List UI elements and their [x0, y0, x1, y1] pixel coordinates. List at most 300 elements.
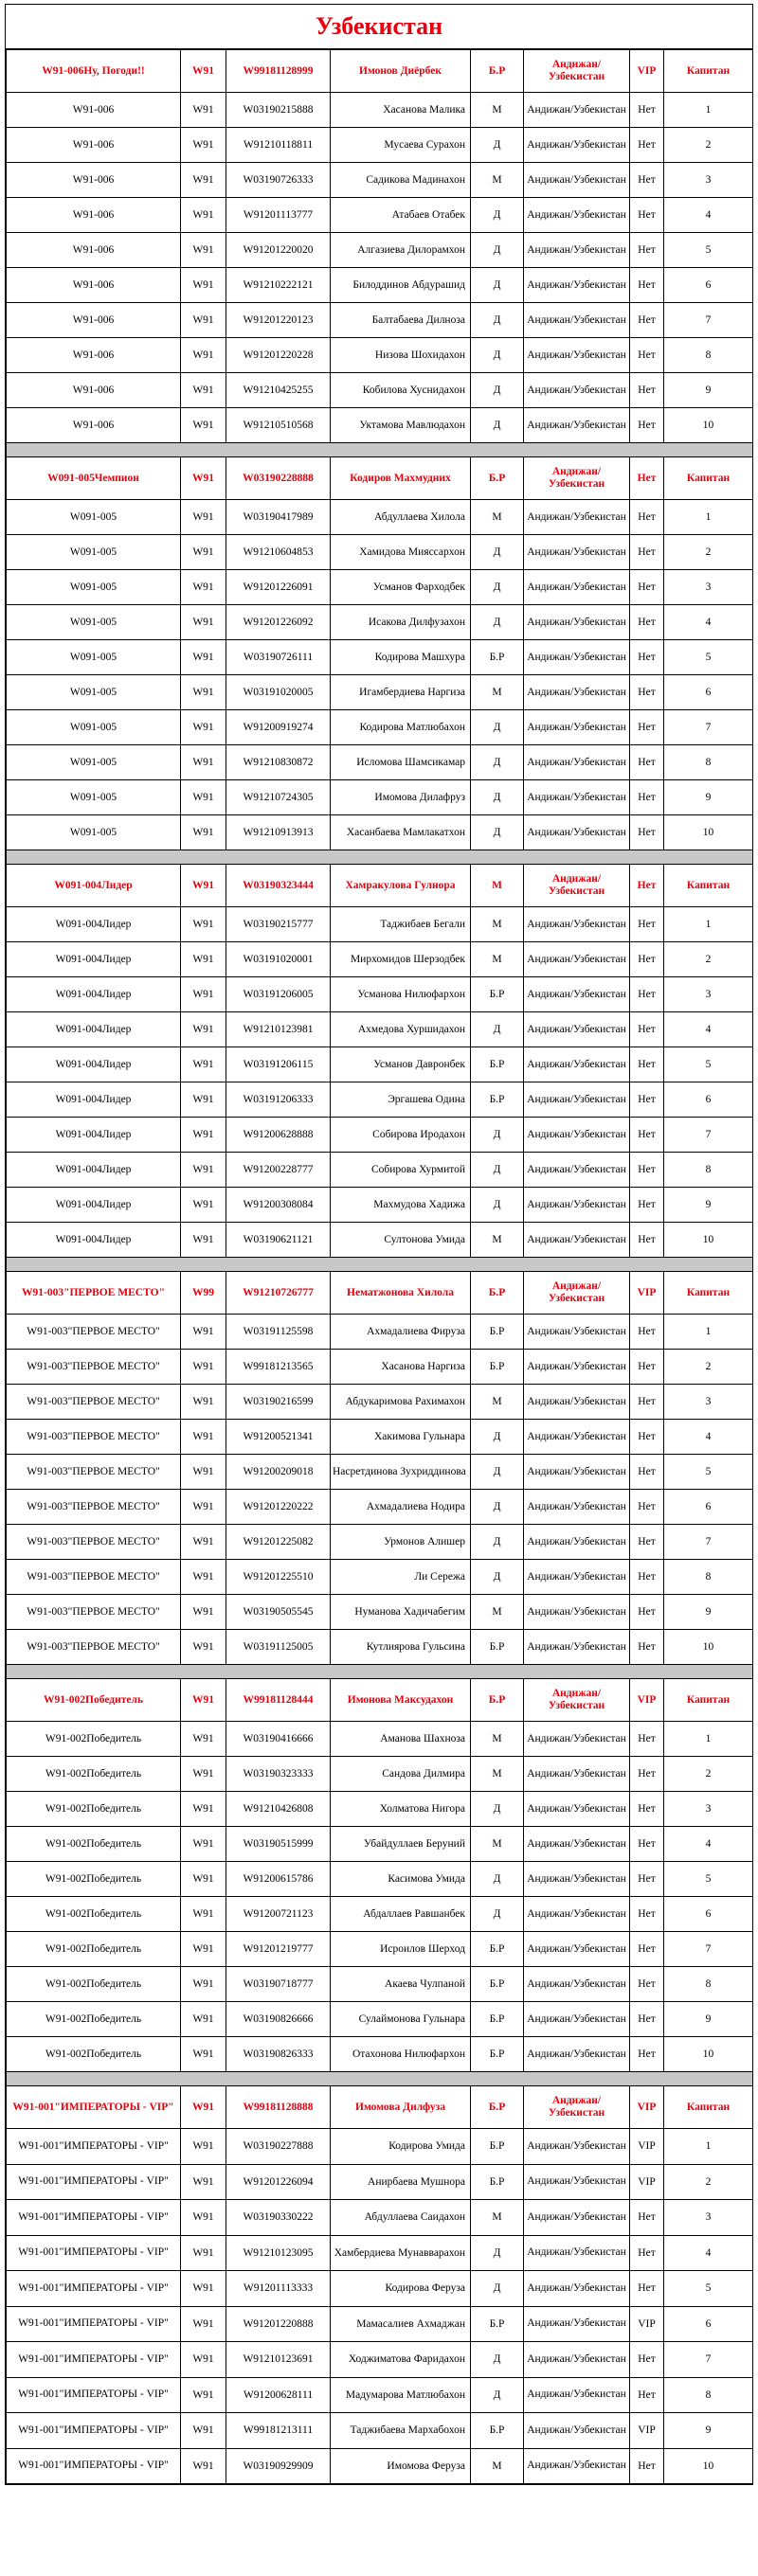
category-cell: Д — [471, 815, 524, 850]
header-code-cell: W91 — [181, 50, 226, 93]
member-name-cell: Уктамова Мавлюдахон — [331, 408, 471, 443]
table-row — [7, 163, 753, 198]
vip-cell: Нет — [630, 1455, 664, 1490]
team-cell: W91-003"ПЕРВОЕ МЕСТО" — [7, 1630, 181, 1665]
member-name-cell: Нуманова Хадичабегим — [331, 1595, 471, 1630]
member-id-cell: W03190826333 — [226, 2037, 331, 2072]
table-row — [7, 338, 753, 373]
header-category-cell: Б.Р — [471, 457, 524, 500]
member-id-cell: W03190621121 — [226, 1223, 331, 1258]
member-id-cell: W03191125598 — [226, 1315, 331, 1350]
category-cell: Б.Р — [471, 977, 524, 1012]
category-cell: Б.Р — [471, 1932, 524, 1967]
number-cell: 6 — [664, 1897, 753, 1932]
city-cell: Андижан/Узбекистан — [524, 1757, 630, 1792]
code-cell: W91 — [181, 1932, 226, 1967]
team-cell: W091-005 — [7, 535, 181, 570]
team-cell: W091-004Лидер — [7, 1082, 181, 1118]
vip-cell: Нет — [630, 942, 664, 977]
member-id-cell: W99181213565 — [226, 1350, 331, 1385]
header-code-cell: W91 — [181, 2086, 226, 2129]
code-cell: W91 — [181, 2164, 226, 2200]
vip-cell: Нет — [630, 2448, 664, 2484]
member-name-cell: Отахонова Нилюфархон — [331, 2037, 471, 2072]
header-team-cell: W91-001"ИМПЕРАТОРЫ - VIP" — [7, 2086, 181, 2129]
member-id-cell: W91201220222 — [226, 1490, 331, 1525]
member-name-cell: Игамбердиева Наргиза — [331, 675, 471, 710]
vip-cell: Нет — [630, 907, 664, 942]
number-cell: 4 — [664, 1420, 753, 1455]
member-name-cell: Балтабаева Дилноза — [331, 303, 471, 338]
member-name-cell: Мирхомидов Шерзодбек — [331, 942, 471, 977]
team-cell: W091-004Лидер — [7, 907, 181, 942]
city-cell: Андижан/Узбекистан — [524, 1420, 630, 1455]
header-team-cell: W91-002Победитель — [7, 1679, 181, 1722]
city-cell: Андижан/Узбекистан — [524, 1350, 630, 1385]
member-id-cell: W03190227888 — [226, 2129, 331, 2165]
member-id-cell: W91210830872 — [226, 745, 331, 780]
header-vip-cell: VIP — [630, 2086, 664, 2129]
number-cell: 7 — [664, 1525, 753, 1560]
code-cell: W91 — [181, 605, 226, 640]
team-cell: W91-001"ИМПЕРАТОРЫ - VIP" — [7, 2377, 181, 2413]
team-cell: W91-001"ИМПЕРАТОРЫ - VIP" — [7, 2271, 181, 2307]
team-cell: W91-006 — [7, 303, 181, 338]
member-id-cell: W91201226091 — [226, 570, 331, 605]
member-name-cell: Абдуллаева Саидахон — [331, 2200, 471, 2236]
code-cell: W91 — [181, 373, 226, 408]
header-member-name-cell: Нематжонова Хилола — [331, 1272, 471, 1315]
city-cell: Андижан/Узбекистан — [524, 570, 630, 605]
number-cell: 8 — [664, 2377, 753, 2413]
member-id-cell: W91210604853 — [226, 535, 331, 570]
header-vip-cell: VIP — [630, 50, 664, 93]
category-cell: Д — [471, 1153, 524, 1188]
code-cell: W91 — [181, 1490, 226, 1525]
city-cell: Андижан/Узбекистан — [524, 2448, 630, 2484]
category-cell: М — [471, 2200, 524, 2236]
vip-cell: VIP — [630, 2164, 664, 2200]
number-cell: 3 — [664, 1792, 753, 1827]
member-name-cell: Насретдинова Зухриддинова — [331, 1455, 471, 1490]
number-cell: 4 — [664, 1827, 753, 1862]
number-cell: 7 — [664, 2342, 753, 2378]
city-cell: Андижан/Узбекистан — [524, 408, 630, 443]
category-cell: М — [471, 1595, 524, 1630]
category-cell: Б.Р — [471, 1350, 524, 1385]
team-cell: W91-003"ПЕРВОЕ МЕСТО" — [7, 1455, 181, 1490]
table-row — [7, 1082, 753, 1118]
number-cell: 6 — [664, 1082, 753, 1118]
team-cell: W91-006 — [7, 408, 181, 443]
member-name-cell: Кодирова Феруза — [331, 2271, 471, 2307]
city-cell: Андижан/Узбекистан — [524, 268, 630, 303]
team-cell: W91-002Победитель — [7, 1722, 181, 1757]
roster-table — [6, 49, 753, 2484]
member-name-cell: Урмонов Алишер — [331, 1525, 471, 1560]
city-cell: Андижан/Узбекистан — [524, 93, 630, 128]
number-cell: 9 — [664, 1188, 753, 1223]
member-id-cell: W03190726333 — [226, 163, 331, 198]
member-name-cell: Кутлиярова Гульсина — [331, 1630, 471, 1665]
code-cell: W91 — [181, 163, 226, 198]
code-cell: W91 — [181, 500, 226, 535]
code-cell: W91 — [181, 675, 226, 710]
team-cell: W91-001"ИМПЕРАТОРЫ - VIP" — [7, 2129, 181, 2165]
table-row — [7, 1012, 753, 1047]
code-cell: W91 — [181, 1897, 226, 1932]
member-name-cell: Атабаев Отабек — [331, 198, 471, 233]
code-cell: W91 — [181, 640, 226, 675]
vip-cell: Нет — [630, 1897, 664, 1932]
code-cell: W91 — [181, 198, 226, 233]
city-cell: Андижан/Узбекистан — [524, 1862, 630, 1897]
number-cell: 8 — [664, 1560, 753, 1595]
table-row — [7, 1525, 753, 1560]
city-cell: Андижан/Узбекистан — [524, 1490, 630, 1525]
category-cell: Д — [471, 570, 524, 605]
code-cell: W91 — [181, 303, 226, 338]
table-row — [7, 2413, 753, 2449]
category-cell: Д — [471, 233, 524, 268]
member-name-cell: Исроилов Шерход — [331, 1932, 471, 1967]
code-cell: W91 — [181, 1385, 226, 1420]
table-row — [7, 780, 753, 815]
member-id-cell: W03191020005 — [226, 675, 331, 710]
code-cell: W91 — [181, 1315, 226, 1350]
member-id-cell: W03191206333 — [226, 1082, 331, 1118]
roster-sheet — [5, 4, 753, 2485]
header-city-cell: Андижан/Узбекистан — [524, 50, 630, 93]
category-cell: Д — [471, 408, 524, 443]
vip-cell: Нет — [630, 163, 664, 198]
member-name-cell: Хамбердиева Мунавварахон — [331, 2235, 471, 2271]
table-row — [7, 1118, 753, 1153]
header-code-cell: W91 — [181, 1679, 226, 1722]
member-name-cell: Усманов Фарходбек — [331, 570, 471, 605]
table-row — [7, 198, 753, 233]
category-cell: Д — [471, 745, 524, 780]
team-cell: W91-006 — [7, 268, 181, 303]
header-vip-cell: VIP — [630, 1272, 664, 1315]
table-row — [7, 2271, 753, 2307]
team-cell: W91-002Победитель — [7, 1757, 181, 1792]
member-name-cell: Усманов Давронбек — [331, 1047, 471, 1082]
table-row — [7, 1047, 753, 1082]
vip-cell: Нет — [630, 2377, 664, 2413]
member-id-cell: W91201220123 — [226, 303, 331, 338]
table-row — [7, 1595, 753, 1630]
member-name-cell: Ахмадалиева Фируза — [331, 1315, 471, 1350]
vip-cell: VIP — [630, 2129, 664, 2165]
number-cell: 2 — [664, 535, 753, 570]
code-cell: W91 — [181, 1525, 226, 1560]
header-category-cell: Б.Р — [471, 2086, 524, 2129]
number-cell: 6 — [664, 675, 753, 710]
code-cell: W91 — [181, 907, 226, 942]
table-row — [7, 1967, 753, 2002]
city-cell: Андижан/Узбекистан — [524, 1188, 630, 1223]
header-member-name-cell: Имонова Максудахон — [331, 1679, 471, 1722]
category-cell: Д — [471, 1897, 524, 1932]
header-role-cell: Капитан — [664, 50, 753, 93]
number-cell: 7 — [664, 710, 753, 745]
member-id-cell: W03190216599 — [226, 1385, 331, 1420]
team-cell: W91-006 — [7, 128, 181, 163]
header-member-name-cell: Имонов Диёрбек — [331, 50, 471, 93]
vip-cell: Нет — [630, 1420, 664, 1455]
category-cell: Б.Р — [471, 2164, 524, 2200]
header-member-name-cell: Хамракулова Гулнора — [331, 865, 471, 907]
header-role-cell: Капитан — [664, 457, 753, 500]
vip-cell: Нет — [630, 1153, 664, 1188]
number-cell: 8 — [664, 745, 753, 780]
member-name-cell: Таджибаева Мархабохон — [331, 2413, 471, 2449]
team-cell: W91-003"ПЕРВОЕ МЕСТО" — [7, 1595, 181, 1630]
member-name-cell: Абдаллаев Равшанбек — [331, 1897, 471, 1932]
member-id-cell: W91200209018 — [226, 1455, 331, 1490]
table-row — [7, 2129, 753, 2165]
category-cell: Д — [471, 128, 524, 163]
number-cell: 3 — [664, 163, 753, 198]
category-cell: Д — [471, 710, 524, 745]
category-cell: М — [471, 93, 524, 128]
category-cell: Д — [471, 1118, 524, 1153]
category-cell: М — [471, 2448, 524, 2484]
city-cell: Андижан/Узбекистан — [524, 1047, 630, 1082]
team-cell: W91-001"ИМПЕРАТОРЫ - VIP" — [7, 2306, 181, 2342]
vip-cell: Нет — [630, 1490, 664, 1525]
header-role-cell: Капитан — [664, 1679, 753, 1722]
team-header-row — [7, 2086, 753, 2129]
team-cell: W91-006 — [7, 233, 181, 268]
category-cell: Д — [471, 338, 524, 373]
city-cell: Андижан/Узбекистан — [524, 500, 630, 535]
number-cell: 3 — [664, 1385, 753, 1420]
vip-cell: Нет — [630, 1827, 664, 1862]
table-row — [7, 233, 753, 268]
city-cell: Андижан/Узбекистан — [524, 605, 630, 640]
team-cell: W91-001"ИМПЕРАТОРЫ - VIP" — [7, 2164, 181, 2200]
member-name-cell: Хамидова Мияссархон — [331, 535, 471, 570]
number-cell: 1 — [664, 907, 753, 942]
member-name-cell: Махмудова Хадижа — [331, 1188, 471, 1223]
member-id-cell: W91210123981 — [226, 1012, 331, 1047]
city-cell: Андижан/Узбекистан — [524, 2002, 630, 2037]
table-row — [7, 2002, 753, 2037]
header-category-cell: М — [471, 865, 524, 907]
category-cell: М — [471, 500, 524, 535]
number-cell: 2 — [664, 128, 753, 163]
member-id-cell: W03190215777 — [226, 907, 331, 942]
table-row — [7, 815, 753, 850]
member-id-cell: W03190215888 — [226, 93, 331, 128]
category-cell: М — [471, 675, 524, 710]
city-cell: Андижан/Узбекистан — [524, 675, 630, 710]
member-name-cell: Алгазиева Дилорамхон — [331, 233, 471, 268]
team-cell: W91-001"ИМПЕРАТОРЫ - VIP" — [7, 2235, 181, 2271]
number-cell: 9 — [664, 1595, 753, 1630]
member-id-cell: W91201220888 — [226, 2306, 331, 2342]
city-cell: Андижан/Узбекистан — [524, 907, 630, 942]
team-cell: W091-004Лидер — [7, 942, 181, 977]
member-name-cell: Эргашева Одина — [331, 1082, 471, 1118]
team-cell: W91-002Победитель — [7, 1827, 181, 1862]
number-cell: 1 — [664, 93, 753, 128]
member-name-cell: Хасанова Малика — [331, 93, 471, 128]
code-cell: W91 — [181, 233, 226, 268]
vip-cell: Нет — [630, 2342, 664, 2378]
member-id-cell: W91200308084 — [226, 1188, 331, 1223]
number-cell: 6 — [664, 1490, 753, 1525]
team-cell: W91-003"ПЕРВОЕ МЕСТО" — [7, 1490, 181, 1525]
member-name-cell: Имомова Феруза — [331, 2448, 471, 2484]
table-row — [7, 1223, 753, 1258]
team-cell: W091-004Лидер — [7, 1153, 181, 1188]
category-cell: Д — [471, 2271, 524, 2307]
category-cell: Д — [471, 1012, 524, 1047]
vip-cell: Нет — [630, 2037, 664, 2072]
city-cell: Андижан/Узбекистан — [524, 1012, 630, 1047]
table-row — [7, 303, 753, 338]
member-name-cell: Билоддинов Абдурашид — [331, 268, 471, 303]
member-name-cell: Мамасалиев Ахмаджан — [331, 2306, 471, 2342]
number-cell: 5 — [664, 2271, 753, 2307]
number-cell: 7 — [664, 1118, 753, 1153]
member-name-cell: Убайдуллаев Беруний — [331, 1827, 471, 1862]
table-row — [7, 1630, 753, 1665]
city-cell: Андижан/Узбекистан — [524, 1385, 630, 1420]
header-vip-cell: Нет — [630, 457, 664, 500]
code-cell: W91 — [181, 2002, 226, 2037]
vip-cell: Нет — [630, 198, 664, 233]
team-cell: W091-004Лидер — [7, 977, 181, 1012]
number-cell: 2 — [664, 1757, 753, 1792]
table-row — [7, 2200, 753, 2236]
category-cell: Б.Р — [471, 1315, 524, 1350]
table-row — [7, 605, 753, 640]
member-id-cell: W91210913913 — [226, 815, 331, 850]
code-cell: W91 — [181, 2377, 226, 2413]
member-id-cell: W91200721123 — [226, 1897, 331, 1932]
code-cell: W91 — [181, 1455, 226, 1490]
vip-cell: Нет — [630, 745, 664, 780]
code-cell: W91 — [181, 535, 226, 570]
vip-cell: Нет — [630, 338, 664, 373]
vip-cell: Нет — [630, 93, 664, 128]
table-row — [7, 128, 753, 163]
number-cell: 8 — [664, 1153, 753, 1188]
header-city-cell: Андижан/Узбекистан — [524, 1272, 630, 1315]
header-vip-cell: Нет — [630, 865, 664, 907]
code-cell: W91 — [181, 2235, 226, 2271]
category-cell: Д — [471, 605, 524, 640]
member-id-cell: W91201226092 — [226, 605, 331, 640]
header-role-cell: Капитан — [664, 1272, 753, 1315]
code-cell: W91 — [181, 1047, 226, 1082]
member-id-cell: W91201225510 — [226, 1560, 331, 1595]
separator-cell — [7, 1665, 753, 1679]
number-cell: 10 — [664, 1630, 753, 1665]
vip-cell: Нет — [630, 1862, 664, 1897]
member-id-cell: W91200521341 — [226, 1420, 331, 1455]
number-cell: 10 — [664, 2037, 753, 2072]
code-cell: W91 — [181, 1188, 226, 1223]
number-cell: 5 — [664, 233, 753, 268]
team-cell: W91-006 — [7, 338, 181, 373]
number-cell: 9 — [664, 373, 753, 408]
table-row — [7, 710, 753, 745]
code-cell: W91 — [181, 1792, 226, 1827]
code-cell: W91 — [181, 93, 226, 128]
city-cell: Андижан/Узбекистан — [524, 1595, 630, 1630]
table-row — [7, 907, 753, 942]
group-separator — [7, 443, 753, 457]
header-city-cell: Андижан/Узбекистан — [524, 457, 630, 500]
vip-cell: Нет — [630, 570, 664, 605]
table-row — [7, 1350, 753, 1385]
member-id-cell: W03190826666 — [226, 2002, 331, 2037]
category-cell: М — [471, 942, 524, 977]
code-cell: W91 — [181, 570, 226, 605]
header-member-id-cell: W03190228888 — [226, 457, 331, 500]
category-cell: Д — [471, 1525, 524, 1560]
team-cell: W91-003"ПЕРВОЕ МЕСТО" — [7, 1560, 181, 1595]
number-cell: 10 — [664, 1223, 753, 1258]
header-member-id-cell: W99181128999 — [226, 50, 331, 93]
team-cell: W91-003"ПЕРВОЕ МЕСТО" — [7, 1420, 181, 1455]
team-cell: W091-004Лидер — [7, 1047, 181, 1082]
city-cell: Андижан/Узбекистан — [524, 1118, 630, 1153]
table-row — [7, 570, 753, 605]
vip-cell: Нет — [630, 710, 664, 745]
vip-cell: Нет — [630, 977, 664, 1012]
separator-cell — [7, 443, 753, 457]
table-row — [7, 1385, 753, 1420]
category-cell: Д — [471, 1862, 524, 1897]
team-header-row — [7, 457, 753, 500]
table-row — [7, 2377, 753, 2413]
code-cell: W91 — [181, 1757, 226, 1792]
code-cell: W91 — [181, 2342, 226, 2378]
code-cell: W91 — [181, 977, 226, 1012]
city-cell: Андижан/Узбекистан — [524, 1967, 630, 2002]
number-cell: 7 — [664, 1932, 753, 1967]
code-cell: W91 — [181, 1560, 226, 1595]
city-cell: Андижан/Узбекистан — [524, 2413, 630, 2449]
table-row — [7, 93, 753, 128]
vip-cell: Нет — [630, 1350, 664, 1385]
member-name-cell: Кодирова Машхура — [331, 640, 471, 675]
team-cell: W91-002Победитель — [7, 1967, 181, 2002]
city-cell: Андижан/Узбекистан — [524, 373, 630, 408]
code-cell: W91 — [181, 1012, 226, 1047]
number-cell: 9 — [664, 780, 753, 815]
team-cell: W91-002Победитель — [7, 2002, 181, 2037]
member-name-cell: Мусаева Сурахон — [331, 128, 471, 163]
header-team-cell: W091-004Лидер — [7, 865, 181, 907]
team-cell: W091-005 — [7, 570, 181, 605]
member-id-cell: W91200615786 — [226, 1862, 331, 1897]
vip-cell: Нет — [630, 640, 664, 675]
member-name-cell: Низова Шохидахон — [331, 338, 471, 373]
member-name-cell: Таджибаев Бегали — [331, 907, 471, 942]
table-row — [7, 977, 753, 1012]
number-cell: 1 — [664, 500, 753, 535]
member-name-cell: Ли Сережа — [331, 1560, 471, 1595]
city-cell: Андижан/Узбекистан — [524, 977, 630, 1012]
table-row — [7, 2037, 753, 2072]
